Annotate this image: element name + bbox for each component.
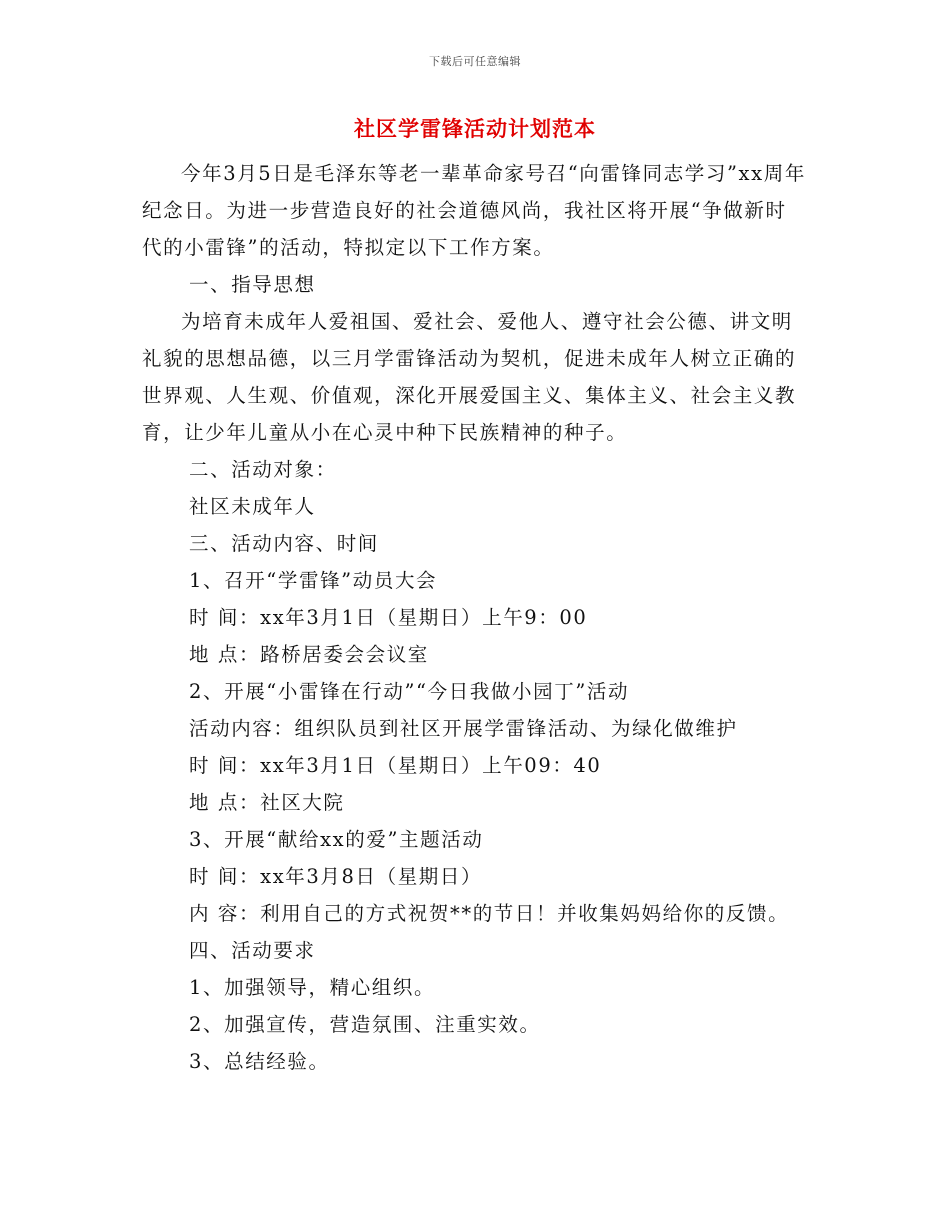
activity-2-title: 2、开展“小雷锋在行动”“今日我做小园丁”活动 [189,680,630,703]
requirement-3: 3、总结经验。 [189,1050,330,1073]
section-heading-content-time: 三、活动内容、时间 [189,532,379,555]
requirement-2: 2、加强宣传，营造氛围、注重实效。 [189,1013,541,1036]
activity-3-content: 内 容：利用自己的方式祝贺**的节日！并收集妈妈给你的反馈。 [189,902,790,925]
requirement-1: 1、加强领导，精心组织。 [189,976,436,999]
intro-paragraph: 今年3月5日是毛泽东等老一辈革命家号召“向雷锋同志学习”xx周年纪念日。为进一步营造良好的社会道德风尚，我社区将开展“争做新时代的小雷锋”的活动，特拟定以下工作方案。 [142,162,806,259]
activity-3-time: 时 间：xx年3月8日（星期日） [189,865,483,888]
activity-3-title: 3、开展“献给xx的爱”主题活动 [189,828,484,851]
section-heading-guiding-thought: 一、指导思想 [189,273,316,296]
document-body [142,155,807,1080]
section-heading-target: 二、活动对象： [189,458,337,481]
document-title: 社区学雷锋活动计划范本 [354,116,596,141]
activity-1-time: 时 间：xx年3月1日（星期日）上午9：00 [189,606,588,629]
target-text: 社区未成年人 [189,495,316,518]
activity-2-time: 时 间：xx年3月1日（星期日）上午09：40 [189,754,602,777]
activity-1-title: 1、召开“学雷锋”动员大会 [189,569,438,592]
header-note: 下载后可任意编辑 [429,55,521,68]
activity-2-place: 地 点：社区大院 [189,791,345,814]
activity-1-place: 地 点：路桥居委会会议室 [189,643,429,666]
guiding-thought-paragraph: 为培育未成年人爱祖国、爱社会、爱他人、遵守社会公德、讲文明礼貌的思想品德，以三月学雷锋活动为契机，促进未成年人树立正确的世界观、人生观、价值观，深化开展爱国主义、集体主义、社会主义教育，让少年儿童从小在心灵中种下民族精神的种子。 [142,310,797,444]
activity-2-content: 活动内容：组织队员到社区开展学雷锋活动、为绿化做维护 [189,717,738,740]
section-heading-requirements: 四、活动要求 [189,939,316,962]
